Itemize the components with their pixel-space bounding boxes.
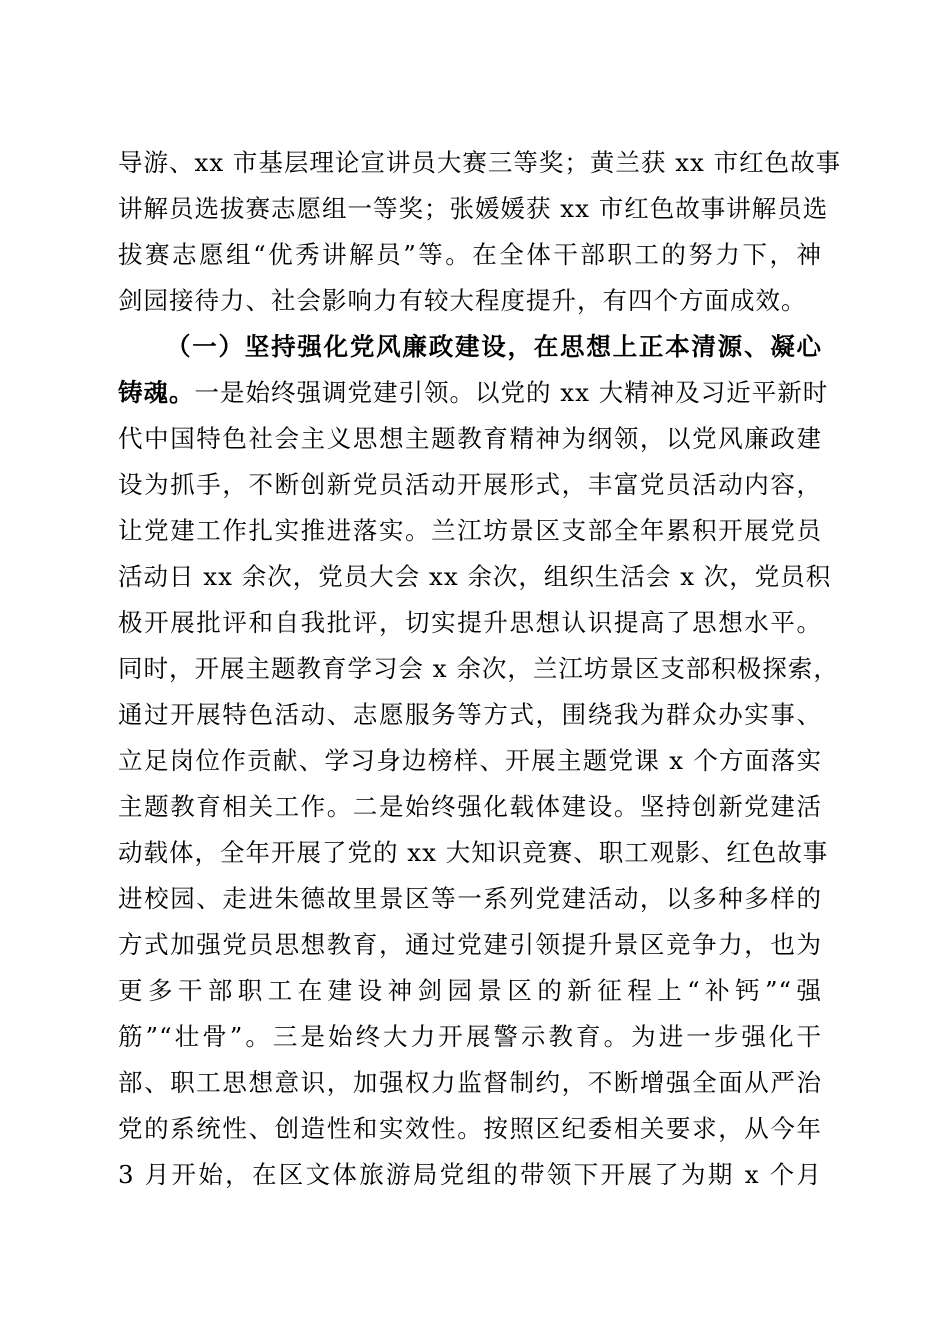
text-line-12 (118, 649, 839, 689)
line-text: 筋”“壮骨”。三是始终大力开展警示教育。为进一步强化干 (118, 1022, 822, 1051)
text-line-10 (118, 557, 832, 597)
text-line-17 (118, 879, 822, 919)
line-text: 讲解员选拔赛志愿组一等奖；张媛媛获 xx 市红色故事讲解员选 (118, 194, 829, 223)
line-text: 剑园接待力、社会影响力有较大程度提升，有四个方面成效。 (118, 286, 807, 315)
text-line-2 (118, 189, 829, 229)
line-text: 导游、xx 市基层理论宣讲员大赛三等奖；黄兰获 xx 市红色故事 (118, 148, 842, 177)
line-text: 动载体，全年开展了党的 xx 大知识竞赛、职工观影、红色故事 (118, 838, 829, 867)
line-text: 党的系统性、创造性和实效性。按照区纪委相关要求，从今年 (118, 1114, 822, 1143)
line-text: 部、职工思想意识，加强权力监督制约，不断增强全面从严治 (118, 1068, 822, 1097)
text-line-16 (118, 833, 829, 873)
line-text: 活动日 xx 余次，党员大会 xx 余次，组织生活会 x 次，党员积 (118, 562, 832, 591)
line-text: 通过开展特色活动、志愿服务等方式，围绕我为群众办实事、 (118, 700, 822, 729)
text-line-3 (118, 235, 822, 275)
line-text: 更多干部职工在建设神剑园景区的新征程上“补钙”“强 (118, 976, 822, 1005)
text-line-6 (118, 373, 829, 413)
heading-text-continued: 铸魂。 (118, 378, 195, 407)
line-text: 极开展批评和自我批评，切实提升思想认识提高了思想水平。 (118, 608, 822, 637)
text-line-7 (118, 419, 822, 459)
text-line-23 (118, 1155, 822, 1195)
line-text: 立足岗位作贡献、学习身边榜样、开展主题党课 x 个方面落实 (118, 746, 822, 775)
line-text: 拔赛志愿组“优秀讲解员”等。在全体干部职工的努力下，神 (118, 240, 822, 269)
text-line-9 (118, 511, 822, 551)
section-heading-1 (166, 327, 822, 367)
text-line-8 (118, 465, 822, 505)
line-text: 进校园、走进朱德故里景区等一系列党建活动，以多种多样的 (118, 884, 822, 913)
text-line-20 (118, 1017, 822, 1057)
text-line-13 (118, 695, 822, 735)
line-text: 3 月开始，在区文体旅游局党组的带领下开展了为期 x 个月 (118, 1160, 822, 1189)
line-text: 方式加强党员思想教育，通过党建引领提升景区竞争力，也为 (118, 930, 822, 959)
text-line-11 (118, 603, 822, 643)
line-text: 代中国特色社会主义思想主题教育精神为纲领，以党风廉政建 (118, 424, 822, 453)
text-line-4 (118, 281, 822, 321)
text-line-18 (118, 925, 822, 965)
line-text: 主题教育相关工作。二是始终强化载体建设。坚持创新党建活 (118, 792, 822, 821)
line-text: 同时，开展主题教育学习会 x 余次，兰江坊景区支部积极探索， (118, 654, 839, 683)
line-text: 设为抓手，不断创新党员活动开展形式，丰富党员活动内容， (118, 470, 822, 499)
text-line-14 (118, 741, 822, 781)
text-line-21 (118, 1063, 822, 1103)
text-line-1 (118, 143, 842, 183)
text-line-22 (118, 1109, 822, 1149)
line-text: 一是始终强调党建引领。以党的 xx 大精神及习近平新时 (194, 378, 829, 407)
text-line-15 (118, 787, 822, 827)
text-line-19 (118, 971, 822, 1011)
line-text: 让党建工作扎实推进落实。兰江坊景区支部全年累积开展党员 (118, 516, 822, 545)
heading-text: （一）坚持强化党风廉政建设，在思想上正本清源、凝心 (166, 332, 822, 361)
